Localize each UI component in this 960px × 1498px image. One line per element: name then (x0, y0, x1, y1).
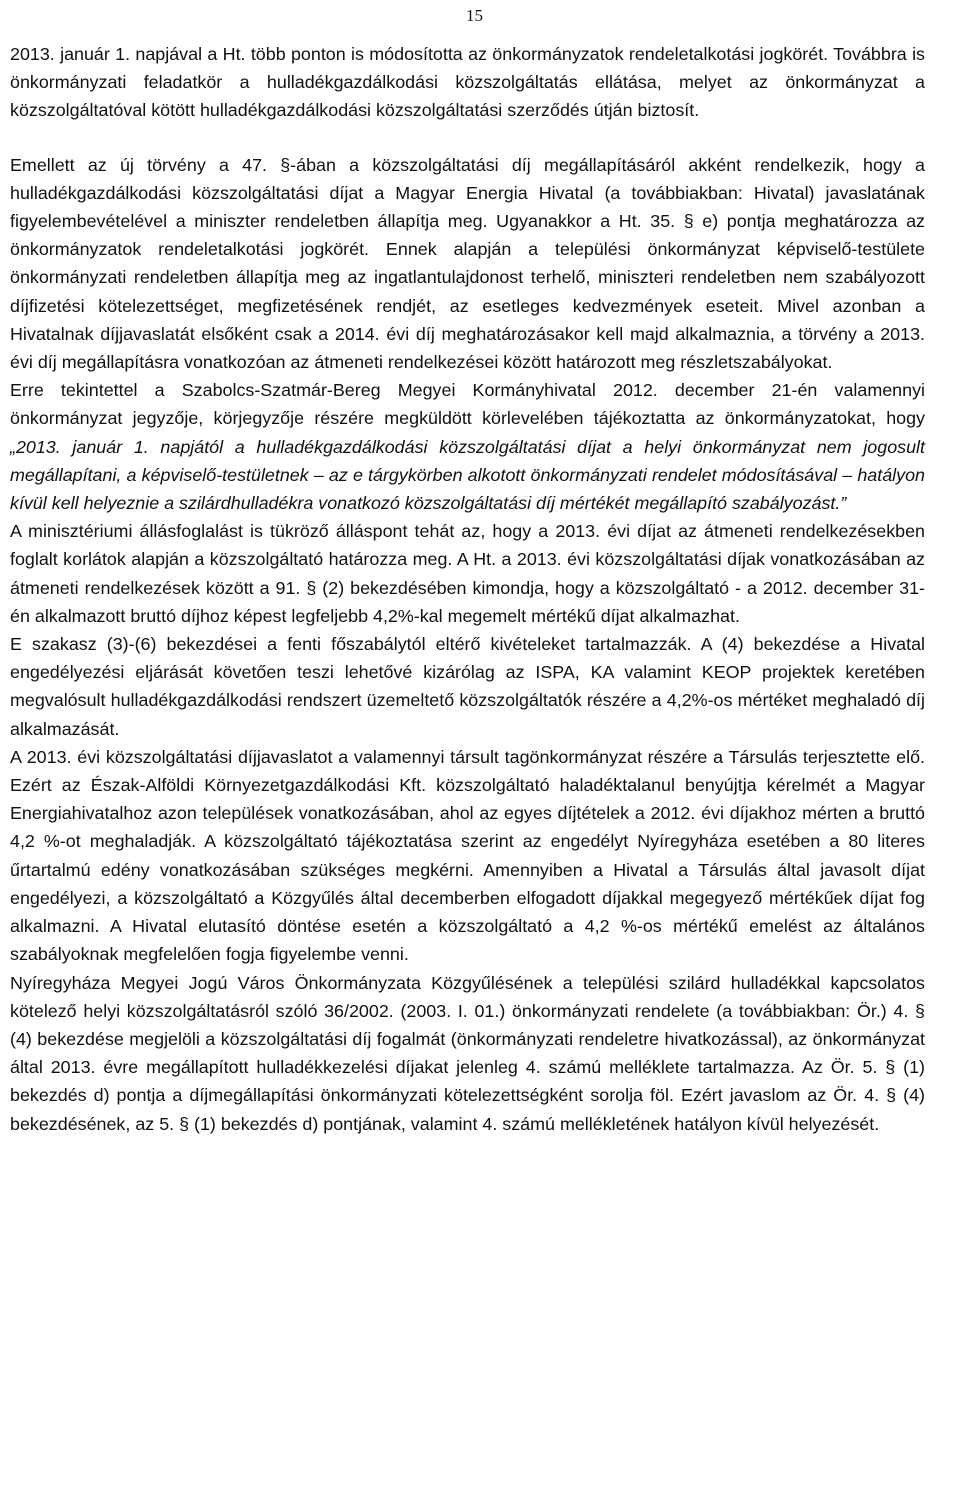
quoted-circular-text: „2013. január 1. napjától a hulladékgazdálkodási közszolgáltatási díjat a helyi önkormányzat nem jogosult megállapítani, a képviselő-testületnek – az e tárgykörben alkotott önkormányzati rendelet módosításával – hatályon kívül kell helyeznie a szilárdhulladékra vonatkozó közszolgáltatási díj mértékét megállapító szabályozást.” (10, 436, 925, 514)
paragraph-3-intro: Erre tekintettel a Szabolcs-Szatmár-Bereg Megyei Kormányhivatal 2012. december 21-én valamennyi önkormányzat jegyzője, körjegyzője részére megküldött körlevelében tájékoztatta az önkormányzatokat, hogy (10, 380, 925, 429)
paragraph-2: Emellett az új törvény a 47. §-ában a közszolgáltatási díj megállapításáról akként rendelkezik, hogy a hulladékgazdálkodási közszolgáltatási díjat a Magyar Energia Hivatal (a továbbiakban: Hivatal) javaslatának figyelembevételével a miniszter rendeletben állapítja meg. Ugyanakkor a Ht. 35. § e) pontja meghatározza az önkormányzatok rendeletalkotási jogkörét. Ennek alapján a települési önkormányzat képviselő-testülete önkormányzati rendeletben állapítja meg az ingatlantulajdonost terhelő, miniszteri rendeletben nem szabályozott díjfizetési kötelezettséget, megfizetésének rendjét, az esetleges kedvezmények eseteit. Mivel azonban a Hivatalnak díjjavaslatát elsőként csak a 2014. évi díj meghatározásakor kell majd alkalmaznia, a törvény a 2013. évi díj megállapításra vonatkozóan az átmeneti rendelkezései között határozott meg részletszabályokat. (10, 154, 925, 373)
document-body (10, 40, 925, 1138)
paragraph-7: Nyíregyháza Megyei Jogú Város Önkormányzata Közgyűlésének a települési szilárd hulladékkal kapcsolatos kötelező helyi közszolgáltatásról szóló 36/2002. (2003. I. 01.) önkormányzati rendelete (a továbbiakban: Ör.) 4. § (4) bekezdése megjelöli a közszolgáltatási díj fogalmát (önkormányzati rendeletre hivatkozással), az önkormányzat által 2013. évre megállapított hulladékkezelési díjakat jelenleg 4. számú melléklete tartalmazza. Az Ör. 5. § (1) bekezdés d) pontja a díjmegállapítási önkormányzati kötelezettségként sorolja föl. Ezért javaslom az Ör. 4. § (4) bekezdésének, az 5. § (1) bekezdés d) pontjának, valamint 4. számú mellékletének hatályon kívül helyezését. (10, 972, 925, 1134)
paragraph-5: E szakasz (3)-(6) bekezdései a fenti főszabálytól eltérő kivételeket tartalmazzák. A (4) bekezdése a Hivatal engedélyezési eljárását követően teszi lehetővé kizárólag az ISPA, KA valamint KEOP projektek keretében megvalósult hulladékgazdálkodási rendszert üzemeltető közszolgáltatók részére a 4,2%-os mértéket meghaladó díj alkalmazását. (10, 634, 925, 739)
paragraph-4: A minisztériumi állásfoglalást is tükröző álláspont tehát az, hogy a 2013. évi díjat az átmeneti rendelkezésekben foglalt korlátok alapján a közszolgáltató határozza meg. A Ht. a 2013. évi közszolgáltatási díjak vonatkozásában az átmeneti rendelkezések között a 91. § (2) bekezdésében kimondja, hogy a közszolgáltató - a 2012. december 31-én alkalmazott bruttó díjhoz képest legfeljebb 4,2%-kal megemelt mértékű díjat alkalmazhat. (10, 521, 925, 626)
page-number: 15 (466, 6, 483, 25)
paragraph-3 (10, 376, 925, 517)
paragraph-6: A 2013. évi közszolgáltatási díjjavaslatot a valamennyi társult tagönkormányzat részére a Társulás terjesztette elő. Ezért az Észak-Alföldi Környezetgazdálkodási Kft. közszolgáltató haladéktalanul benyújtja kérelmét a Magyar Energiahivatalhoz azon települések vonatkozásában, ahol az egyes díjtételek a 2012. évi díjakhoz mérten a bruttó 4,2 %-ot meghaladják. A közszolgáltató tájékoztatása szerint az engedélyt Nyíregyháza esetében a 80 literes űrtartalmú edény vonatkozásában szükséges megkérni. Amennyiben a Hivatal a Társulás által javasolt díjat engedélyezi, a közszolgáltató a Közgyűlés által decemberben elfogadott díjakkal megegyező mértékűek díjat fog alkalmazni. A Hivatal elutasító döntése esetén a közszolgáltató a 4,2 %-os mértékű emelést az általános szabályoknak megfelelően fogja figyelembe venni. (10, 746, 925, 965)
paragraph-1: 2013. január 1. napjával a Ht. több ponton is módosította az önkormányzatok rendeletalkotási jogkörét. Továbbra is önkormányzati feladatkör a hulladékgazdálkodási közszolgáltatás ellátása, melyet az önkormányzat a közszolgáltatóval kötött hulladékgazdálkodási közszolgáltatási szerződés útján biztosít. (10, 44, 925, 121)
